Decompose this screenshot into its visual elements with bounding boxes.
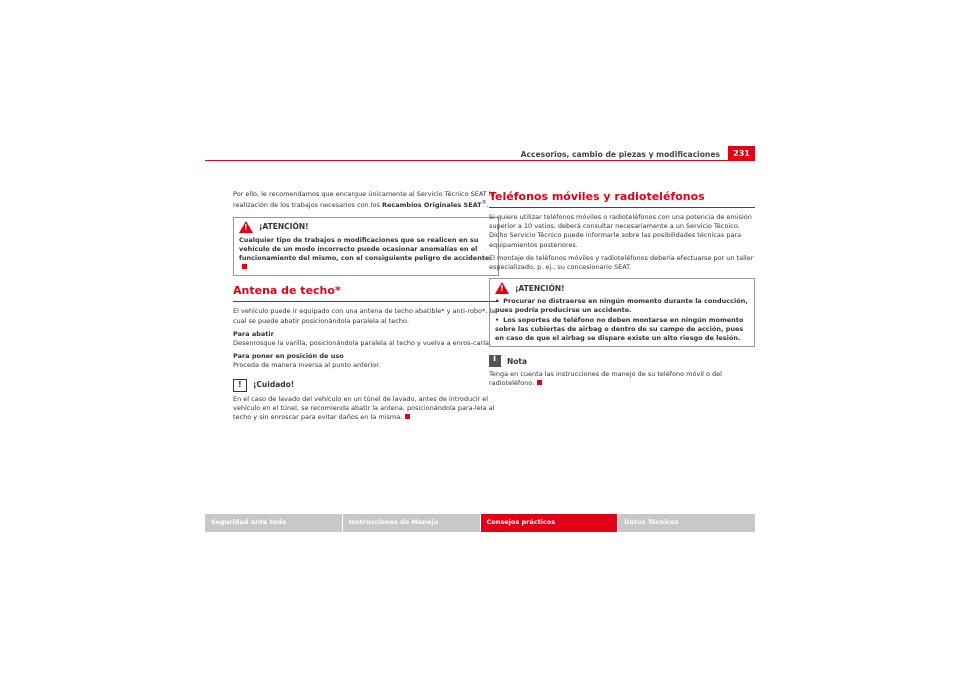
warning-title: ¡ATENCIÓN! (259, 221, 309, 231)
intro-paragraph: Por ello, le recomendamos que encargue únicamente al Servicio Técnico SEAT la realización de los trabajos necesarios con los Recambios Originales SEAT®. (233, 190, 495, 210)
caution-text: En el caso de lavado del vehículo en un túnel de lavado, antes de introducir el vehículo en el túnel, se recomienda abatir la antena, posicionándola para-lela al techo y sin enroscar para evitar daños en la misma. (233, 394, 495, 421)
footer-tab-seguridad[interactable]: Seguridad ante todo (205, 514, 343, 532)
warning-box (233, 217, 499, 277)
footer-tab-datos[interactable]: Datos Técnicos (618, 514, 755, 532)
telefonos-p2: El montaje de teléfonos móviles y radioteléfonos debería efectuarse por un taller especializado, p. ej., su concesionario SEAT. (489, 253, 754, 272)
section-title-antena: Antena de techo* (233, 284, 499, 302)
intro-bold: Recambios Originales SEAT (382, 201, 482, 210)
subheading-abatir: Para abatir (233, 329, 274, 338)
warning-text: Cualquier tipo de trabajos o modificaciones que se realicen en su vehículo de un modo incorrecto puede ocasionar anomalías en el funcionamiento del mismo, con el consiguiente peligro de accidente. (239, 236, 493, 273)
subheading-uso: Para poner en posición de uso (233, 352, 344, 361)
abatir-text: Desenrosque la varilla, posicionándola paralela al techo y vuelva a enros-carla. (233, 338, 492, 347)
note-icon (489, 355, 501, 367)
antena-intro: El vehículo puede ir equipado con una antena de techo abatible* y anti-robo*, la cual se puede abatir posicionándola paralela al techo. (233, 307, 496, 325)
left-column (233, 190, 499, 426)
uso-text: Proceda de manera inversa al punto anterior. (233, 361, 381, 370)
caution-icon (233, 379, 247, 392)
footer-nav (205, 514, 755, 532)
right-column (489, 190, 755, 393)
caution-title: ¡Cuidado! (253, 380, 295, 390)
warning-bullet: • Procurar no distraerse en ningún momento durante la conducción, pues podría producirse un accidente. (495, 297, 748, 315)
warning-bullet: • Los soportes de teléfono no deben montarse en ningún momento sobre las cubiertas de airbag o dentro de su campo de acción, pues en caso de que el airbag se dispare existe un alto riesgo de lesión. (495, 315, 744, 343)
warning-title: ¡ATENCIÓN! (515, 283, 565, 293)
note-title: Nota (507, 356, 528, 366)
warning-triangle-icon (239, 221, 253, 233)
end-of-section-icon (242, 264, 247, 269)
note-text: Tenga en cuenta las instrucciones de manejo de su teléfono móvil o del radioteléfono. (489, 370, 722, 388)
warning-box-telefonos (489, 278, 755, 347)
end-of-section-icon (537, 380, 542, 385)
telefonos-p1: Si quiere utilizar teléfonos móviles o radioteléfonos con una potencia de emisión superior a 10 vatios, deberá consultar necesariamente a un Servicio Técnico. Dicho Servicio Técnico puede informarle sobre las posibilidades técnicas para equipamientos posteriores. (489, 213, 752, 249)
section-title-telefonos: Teléfonos móviles y radioteléfonos (489, 190, 755, 208)
header-title: Accesorios, cambio de piezas y modificaciones (520, 150, 720, 159)
warning-triangle-icon (495, 282, 509, 294)
footer-tab-consejos[interactable]: Consejos prácticos (481, 514, 619, 532)
header-rule (205, 160, 755, 161)
footer-tab-instrucciones[interactable]: Instrucciones de Manejo (343, 514, 481, 532)
page-number: 231 (728, 146, 755, 161)
end-of-section-icon (405, 414, 410, 419)
